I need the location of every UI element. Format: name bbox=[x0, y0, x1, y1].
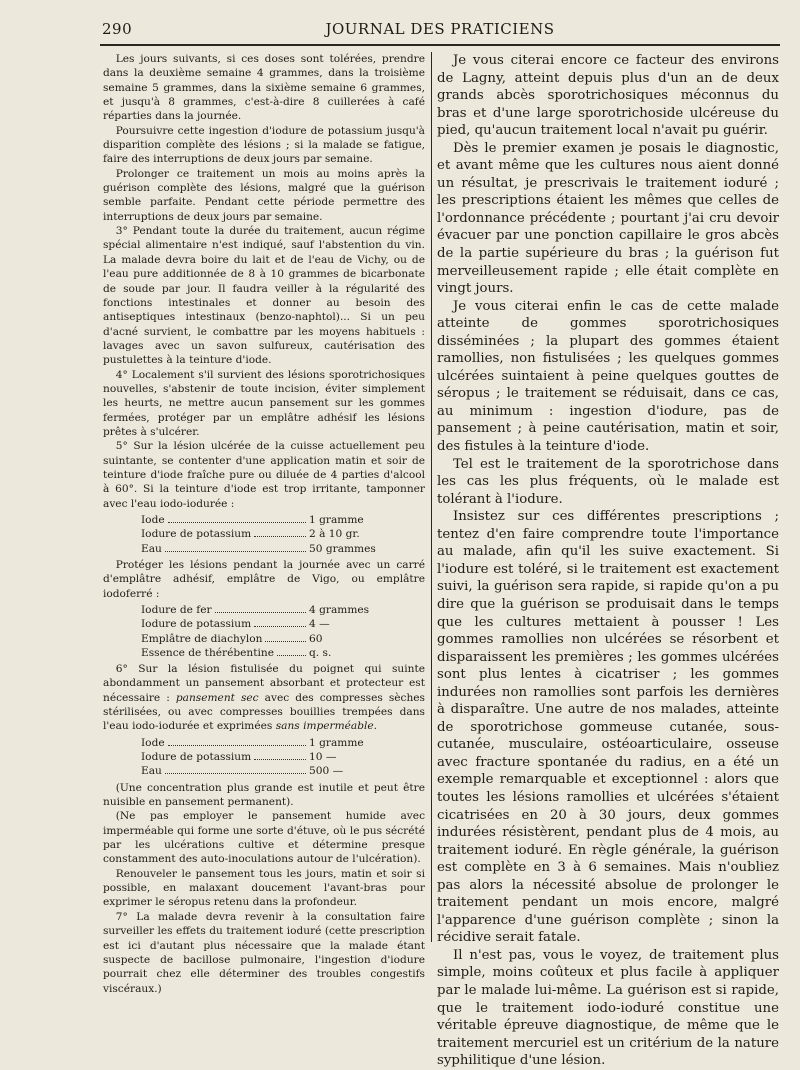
ingredient-dose: 2 à 10 gr. bbox=[309, 528, 360, 541]
formula-iodo-iodure bbox=[103, 513, 381, 556]
paragraph: Les jours suivants, si ces doses sont tolérées, prendre dans la deuxième semaine 4 grammes, dans la troisième semaine 5 grammes, dans la sixième semaine 6 grammes, et jusqu'à 8 grammes, c'est-à-dire 8 cuillerées à café réparties dans la journée. bbox=[103, 53, 425, 123]
dot-leader bbox=[265, 641, 306, 642]
journal-title: JOURNAL DES PRATICIENS bbox=[325, 20, 555, 38]
dot-leader bbox=[254, 759, 306, 760]
ingredient-name: Iode bbox=[141, 514, 165, 526]
paragraph: (Une concentration plus grande est inutile et peut être nuisible en pansement permanent). bbox=[103, 781, 425, 809]
paragraph: Prolonger ce traitement un mois au moins après la guérison complète des lésions, malgré que la guérison semble parfaite. Pendant cette période permettre des interruptions de deux jours par semaine. bbox=[103, 167, 425, 223]
header-rule bbox=[100, 44, 780, 46]
text-run: avec des compresses sèches stérilisées, ou avec compresses bouillies trempées dans l'eau iodo-iodurée et exprimées bbox=[103, 691, 425, 733]
ingredient-name: Iode bbox=[141, 736, 165, 749]
paragraph: Protéger les lésions pendant la journée avec un carré d'emplâtre adhésif, emplâtre de Vigo, ou emplâtre iodoferré : bbox=[103, 558, 425, 600]
paragraph: Insistez sur ces différentes prescriptions ; tentez d'en faire comprendre toute l'importance au malade, afin qu'il les suive exactement. Si l'iodure est toléré, si le traitement est exactement suivi, la guérison sera rapide, si rapide qu'on a pu dire que la guérison se produisait dans le temps que les cultures mettaient à pousser ! Les gommes ramollies non ulcérées se résorbent et disparaissent les premières ; les gommes ulcérées sont plus lentes à cicatriser ; les gommes indurées non ramollies sont parfois les dernières à disparaître. Une autre de nos malades, atteinte de sporotrichose gommeuse cutanée, sous-cutanée, musculaire, ostéoarticulaire, osseuse avec fracture spontanée du radius, en a été un exemple remarquable et exceptionnel : alors que toutes les lésions ramollies et ulcérées s'étaient cicatrisées en 20 à 30 jours, deux gommes indurées résistèrent, pendant plus de 4 mois, au traitement ioduré. En règle générale, la guérison est complète en 3 à 6 semaines. Mais n'oubliez pas alors la nécessité absolue de prolonger le traitement pendant un mois encore, malgré l'apparence d'une guérison complète ; sinon la récidive serait fatale. bbox=[437, 509, 779, 946]
ingredient-dose: 1 gramme bbox=[309, 736, 364, 749]
formula-row bbox=[141, 750, 381, 764]
paragraph: Dès le premier examen je posais le diagnostic, et avant même que les cultures nous aient donné un résultat, je prescrivais le traitement ioduré ; les prescriptions étaient les mêmes que celles de l'ordonnance précédente ; pourtant j'ai cru devoir évacuer par une ponction capillaire le gros abcès de la partie supérieure du bras ; la guérison fut merveilleusement rapide ; elle était complète en vingt jours. bbox=[437, 140, 779, 297]
column-divider bbox=[431, 52, 432, 942]
formula-row bbox=[141, 764, 381, 778]
formula-row bbox=[141, 603, 381, 617]
ingredient-dose: 10 — bbox=[309, 751, 337, 764]
ingredient-dose: 4 grammes bbox=[309, 603, 370, 616]
dot-leader bbox=[165, 551, 306, 552]
paragraph bbox=[103, 662, 425, 734]
paragraph: Il n'est pas, vous le voyez, de traitement plus simple, moins coûteux et plus facile à appliquer par le malade lui-même. La guérison est si rapide, que le traitement iodo-ioduré constitue une véritable épreuve diagnostique, de même que le traitement mercuriel est un critérium de la nature syphilitique d'une lésion. bbox=[437, 947, 779, 1069]
ingredient-dose: 500 — bbox=[309, 765, 344, 778]
ingredient-name: Iodure de fer bbox=[141, 603, 212, 616]
dot-leader bbox=[165, 773, 306, 774]
formula-emplatre bbox=[103, 603, 381, 660]
page-header bbox=[100, 18, 780, 40]
right-column bbox=[437, 52, 779, 1070]
ingredient-dose: q. s. bbox=[309, 646, 332, 659]
formula-pansement bbox=[103, 736, 381, 779]
ingredient-name: Eau bbox=[141, 765, 162, 778]
paragraph: Renouveler le pansement tous les jours, matin et soir si possible, en malaxant doucement l'avant-bras pour exprimer le séropus retenu dans la profondeur. bbox=[103, 867, 425, 909]
paragraph: 4° Localement s'il survient des lésions sporotrichosiques nouvelles, s'abstenir de toute incision, éviter simplement les heurts, ne mettre aucun pansement sur les gommes fermées, protéger par un emplâtre adhésif les lésions prêtes à s'ulcérer. bbox=[103, 368, 425, 438]
dot-leader bbox=[215, 612, 306, 613]
paragraph: Je vous citerai enfin le cas de cette malade atteinte de gommes sporotrichosiques disséminées ; la plupart des gommes étaient ramollies, non fistulisées ; les quelques gommes ulcérées suintaient à peine quelques gouttes de séropus ; le traitement se réduisait, dans ce cas, au minimum : ingestion d'iodure, pas de pansement ; à peine cautérisation, matin et soir, des fistules à la teinture d'iode. bbox=[437, 298, 779, 455]
dot-leader bbox=[168, 745, 306, 746]
dot-leader bbox=[254, 536, 306, 537]
ingredient-dose: 60 bbox=[309, 632, 323, 645]
ingredient-dose: 4 — bbox=[309, 618, 330, 631]
formula-row bbox=[141, 617, 381, 631]
paragraph: Poursuivre cette ingestion d'iodure de potassium jusqu'à disparition complète des lésions ; si la malade se fatigue, faire des interruptions de deux jours par semaine. bbox=[103, 124, 425, 166]
ingredient-name: Essence de thérébentine bbox=[141, 646, 274, 659]
paragraph: Tel est le traitement de la sporotrichose dans les cas les plus fréquents, où le malade est tolérant à l'iodure. bbox=[437, 456, 779, 507]
paragraph: 7° La malade devra revenir à la consultation faire surveiller les effets du traitement ioduré (cette prescription est ici d'autant plus nécessaire que la malade étant suspecte de bacillose pulmonaire, l'ingestion d'iodure pourrait chez elle déterminer des troubles congestifs viscéraux.) bbox=[103, 910, 425, 995]
ingredient-name: Emplâtre de diachylon bbox=[141, 632, 263, 645]
ingredient-name: Iodure de potassium bbox=[141, 528, 252, 541]
dot-leader bbox=[168, 522, 306, 523]
emphasis: sans imperméable. bbox=[275, 720, 378, 733]
formula-row bbox=[141, 513, 381, 527]
ingredient-dose: 1 gramme bbox=[309, 514, 364, 526]
formula-row bbox=[141, 736, 381, 750]
ingredient-name: Eau bbox=[141, 542, 162, 555]
paragraph: Je vous citerai encore ce facteur des environs de Lagny, atteint depuis plus d'un an de deux grands abcès sporotrichosiques méconnus du bras et d'une large sporotrichoside ulcéreuse du pied, qu'aucun traitement local n'avait pu guérir. bbox=[437, 53, 779, 139]
formula-row bbox=[141, 527, 381, 541]
dot-leader bbox=[254, 626, 306, 627]
ingredient-dose: 50 grammes bbox=[309, 542, 376, 555]
page-number: 290 bbox=[102, 20, 133, 38]
emphasis: pansement sec bbox=[175, 691, 259, 704]
dot-leader bbox=[277, 655, 306, 656]
ingredient-name: Iodure de potassium bbox=[141, 751, 252, 764]
left-column bbox=[103, 52, 425, 996]
formula-row bbox=[141, 632, 381, 646]
paragraph: 5° Sur la lésion ulcérée de la cuisse actuellement peu suintante, se contenter d'une application matin et soir de teinture d'iode fraîche pure ou diluée de 4 parties d'alcool à 60°. Si la teinture d'iode est trop irritante, tamponner avec l'eau iodo-iodurée : bbox=[103, 440, 425, 510]
formula-row bbox=[141, 646, 381, 660]
paragraph: 3° Pendant toute la durée du traitement, aucun régime spécial alimentaire n'est indiqué, sauf l'abstention du vin. La malade devra boire du lait et de l'eau de Vichy, ou de l'eau pure additionnée de 8 à 10 grammes de bicarbonate de soude par jour. Il faudra veiller à la régularité des fonctions intestinales et donner au besoin des antiseptiques intestinaux (benzo-naphtol)... Si un peu d'acné survient, le combattre par les moyens habituels : lavages avec un savon sulfureux, cautérisation des pustulettes à la teinture d'iode. bbox=[103, 225, 425, 367]
paragraph: (Ne pas employer le pansement humide avec imperméable qui forme une sorte d'étuve, où le pus sécrété par les ulcérations cultive et détermine presque constamment des auto-inoculations autour de l'ulcération). bbox=[103, 810, 425, 866]
text-run: 6° Sur la lésion fistulisée du poignet qui suinte abondamment un pansement absorbant et protecteur est nécessaire : bbox=[103, 663, 425, 704]
formula-row bbox=[141, 542, 381, 556]
ingredient-name: Iodure de potassium bbox=[141, 618, 252, 631]
